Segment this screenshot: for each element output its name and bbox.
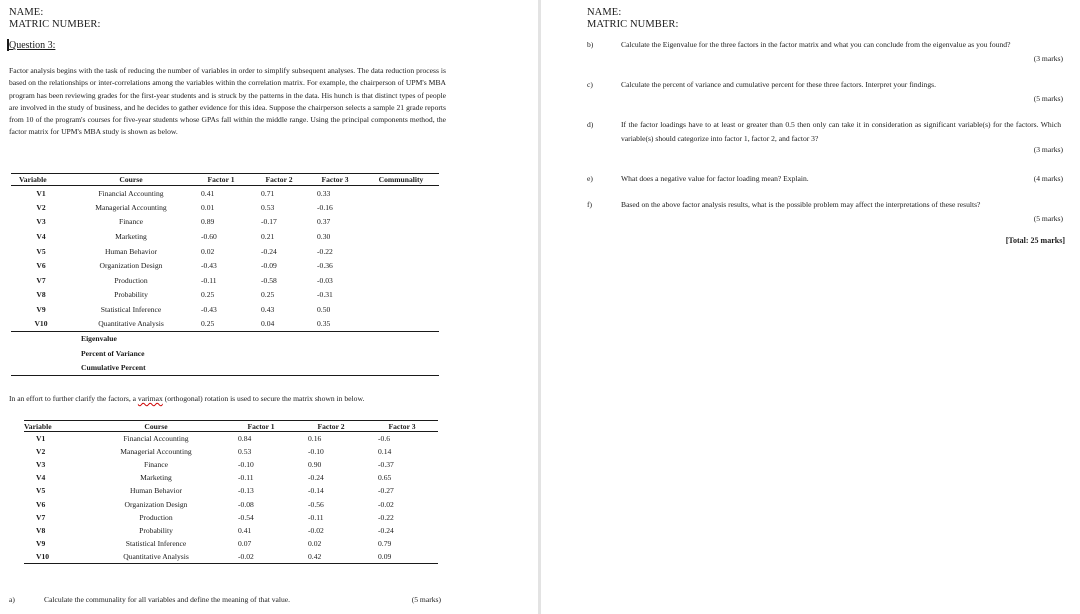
rotation-text-before: In an effort to further clarify the factors, a xyxy=(9,394,138,403)
table-cell: V10 xyxy=(34,319,48,329)
total-marks: [Total: 25 marks] xyxy=(1005,236,1065,245)
table-cell: -0.11 xyxy=(201,275,217,285)
table-cell: -0.43 xyxy=(201,305,217,315)
table-cell: V9 xyxy=(36,539,46,549)
table-cell xyxy=(11,346,71,361)
table-cell: -0.22 xyxy=(317,246,333,256)
table-cell: V2 xyxy=(36,446,46,456)
table-cell xyxy=(363,215,439,230)
table-cell: -0.10 xyxy=(238,459,254,469)
subquestion-text: If the factor loadings have to at least or greater than 0.5 then only can take it in consideration as significant variable(s) for the factors. Which variable(s) should categorize into factor 1, factor 2, and factor 3? xyxy=(621,120,1061,143)
table-cell: Quantitative Analysis xyxy=(86,550,226,563)
table-cell: 0.53 xyxy=(238,446,252,456)
table-row xyxy=(11,317,439,332)
table-cell: V2 xyxy=(36,202,46,212)
table-cell: -0.36 xyxy=(317,261,333,271)
table-cell: -0.6 xyxy=(378,433,391,443)
table-cell: 0.04 xyxy=(261,319,275,329)
table-cell xyxy=(363,302,439,317)
table-cell xyxy=(363,258,439,273)
subquestion-label: b) xyxy=(587,40,594,49)
table-cell xyxy=(363,186,439,201)
col-header: Variable xyxy=(24,421,86,432)
table-cell: Probability xyxy=(114,290,148,300)
table-cell: Finance xyxy=(118,217,144,227)
subquestion-marks: (3 marks) xyxy=(1033,145,1063,154)
table-cell: V6 xyxy=(36,261,46,271)
table-cell: Human Behavior xyxy=(129,486,183,496)
table-cell: V3 xyxy=(36,217,46,227)
subquestion-label: a) xyxy=(9,595,15,604)
table-row xyxy=(24,497,438,510)
table-cell: 0.14 xyxy=(378,446,392,456)
table-row xyxy=(11,273,439,288)
subquestion-marks: (5 marks) xyxy=(411,595,441,604)
subquestion-c xyxy=(587,78,1065,108)
table-cell: Financial Accounting xyxy=(123,433,189,443)
table-cell: 0.90 xyxy=(308,459,322,469)
table-cell: -0.03 xyxy=(317,275,333,285)
table-cell: 0.02 xyxy=(308,539,322,549)
table-cell: Organization Design xyxy=(99,261,163,271)
matric-label: MATRIC NUMBER: xyxy=(587,19,679,30)
matric-label: MATRIC NUMBER: xyxy=(9,19,101,30)
subquestion-marks: (3 marks) xyxy=(1033,54,1063,63)
table-cell: -0.11 xyxy=(238,473,254,483)
table-cell: Marketing xyxy=(115,232,147,242)
table-cell xyxy=(363,229,439,244)
table-cell: V8 xyxy=(36,525,46,535)
table-cell: 0.30 xyxy=(317,232,331,242)
right-page xyxy=(541,0,1080,614)
footer-label: Cumulative Percent xyxy=(71,361,439,376)
table-cell: -0.13 xyxy=(238,486,254,496)
table-cell: V4 xyxy=(36,473,46,483)
table-cell: 0.21 xyxy=(261,232,275,242)
col-header: Factor 2 xyxy=(296,421,366,432)
subquestion-label: e) xyxy=(587,174,593,183)
table-cell: 0.35 xyxy=(317,319,331,329)
table-cell: V10 xyxy=(24,550,86,563)
table-cell: V7 xyxy=(36,275,46,285)
table-cell: Marketing xyxy=(140,473,172,483)
table-cell: V5 xyxy=(36,246,46,256)
table-row xyxy=(11,215,439,230)
table-cell: -0.11 xyxy=(308,512,324,522)
subquestion-label: c) xyxy=(587,80,593,89)
table-cell: Production xyxy=(139,512,173,522)
table-cell: -0.17 xyxy=(261,217,277,227)
table-cell: Statistical Inference xyxy=(125,539,187,549)
left-page xyxy=(0,0,538,614)
footer-label: Percent of Variance xyxy=(81,348,145,358)
subquestion-text: Calculate the percent of variance and cumulative percent for these three factors. Interpret your findings. xyxy=(621,80,936,89)
question-title: Question 3: xyxy=(9,40,56,51)
col-header: Course xyxy=(71,174,191,186)
table-cell: -0.60 xyxy=(201,232,217,242)
footer-label: Eigenvalue xyxy=(71,331,439,346)
table-cell: Probability xyxy=(139,525,173,535)
table-row xyxy=(24,550,438,563)
table-cell: -0.10 xyxy=(308,446,324,456)
table-row xyxy=(11,186,439,201)
table-cell: -0.24 xyxy=(378,525,394,535)
table-cell: -0.16 xyxy=(317,202,333,212)
subquestion-text: Calculate the Eigenvalue for the three factors in the factor matrix and what you can conclude from the eigenvalue as you found? xyxy=(621,40,1011,49)
table-row xyxy=(24,511,438,524)
col-header: Factor 3 xyxy=(307,174,363,186)
table-cell: 0.65 xyxy=(378,473,392,483)
table-cell: 0.41 xyxy=(238,525,252,535)
table-cell: Managerial Accounting xyxy=(120,446,192,456)
table-cell: -0.24 xyxy=(261,246,277,256)
table-cell: V8 xyxy=(36,290,46,300)
table-cell: -0.58 xyxy=(261,275,277,285)
col-header: Factor 1 xyxy=(191,174,251,186)
table-cell xyxy=(363,200,439,215)
col-header: Factor 3 xyxy=(366,421,438,432)
table-cell: V7 xyxy=(36,512,46,522)
table-footer-row xyxy=(11,361,439,376)
table-row xyxy=(24,524,438,537)
table-cell: -0.14 xyxy=(308,486,324,496)
col-header: Factor 1 xyxy=(226,421,296,432)
table-cell: -0.56 xyxy=(308,499,324,509)
table-cell: 0.41 xyxy=(201,188,215,198)
table-cell: 0.42 xyxy=(296,550,366,563)
table-cell: 0.84 xyxy=(238,433,252,443)
table-cell: Quantitative Analysis xyxy=(98,319,164,329)
table-cell: 0.25 xyxy=(201,290,215,300)
subquestion-marks: (5 marks) xyxy=(1033,94,1063,103)
table-cell: Production xyxy=(114,275,148,285)
table-cell: 0.02 xyxy=(201,246,215,256)
subquestion-text: Based on the above factor analysis results, what is the possible problem may affect the interpretations of these results? xyxy=(621,200,981,209)
subquestion-marks: (4 marks) xyxy=(1033,174,1063,183)
col-header: Factor 2 xyxy=(251,174,307,186)
table-cell: -0.24 xyxy=(308,473,324,483)
table-row xyxy=(24,445,438,458)
subquestion-label: f) xyxy=(587,200,593,209)
table-footer-row xyxy=(11,346,439,361)
subquestion-label: d) xyxy=(587,120,594,129)
table-cell: 0.33 xyxy=(317,188,331,198)
table-cell: -0.31 xyxy=(317,290,333,300)
table-cell: 0.71 xyxy=(261,188,275,198)
col-header: Course xyxy=(86,421,226,432)
factor-matrix-table xyxy=(11,173,439,376)
table-cell xyxy=(11,331,71,346)
rotation-paragraph xyxy=(9,393,446,405)
table-cell: V1 xyxy=(36,433,46,443)
table-cell: 0.89 xyxy=(201,217,215,227)
table-row xyxy=(24,471,438,484)
table-row xyxy=(11,302,439,317)
table-row xyxy=(11,258,439,273)
subquestion-d xyxy=(587,118,1065,162)
table-row xyxy=(11,229,439,244)
table-footer-row xyxy=(11,331,439,346)
table-row xyxy=(24,537,438,550)
table-cell: -0.02 xyxy=(226,550,296,563)
table-cell: 0.25 xyxy=(201,319,215,329)
subquestion-f xyxy=(587,198,1065,228)
table-cell: 0.07 xyxy=(238,539,252,549)
table-row xyxy=(11,244,439,259)
table-cell: -0.02 xyxy=(308,525,324,535)
table-header-row xyxy=(11,174,439,186)
col-header: Communality xyxy=(363,174,439,186)
table-cell: 0.37 xyxy=(317,217,331,227)
rotated-matrix-table xyxy=(24,420,438,564)
table-cell: -0.08 xyxy=(238,499,254,509)
name-label: NAME: xyxy=(9,7,44,18)
table-cell: V5 xyxy=(36,486,46,496)
table-cell: -0.02 xyxy=(378,499,394,509)
table-cell: V1 xyxy=(36,188,46,198)
table-cell: 0.43 xyxy=(261,305,275,315)
table-cell: 0.25 xyxy=(261,290,275,300)
table-cell: -0.22 xyxy=(378,512,394,522)
table-cell xyxy=(11,361,71,376)
col-header: Variable xyxy=(11,174,71,186)
table-row xyxy=(24,432,438,445)
table-row xyxy=(11,200,439,215)
rotation-text-after: (orthogonal) rotation is used to secure the matrix shown in below. xyxy=(162,394,365,403)
table-cell: -0.27 xyxy=(378,486,394,496)
varimax-word: varimax xyxy=(137,394,163,403)
table-cell xyxy=(363,244,439,259)
subquestion-text: What does a negative value for factor loading mean? Explain. xyxy=(621,174,809,183)
table-cell: Financial Accounting xyxy=(98,188,164,198)
table-cell: -0.37 xyxy=(378,459,394,469)
table-row xyxy=(24,484,438,497)
table-cell: Managerial Accounting xyxy=(95,202,167,212)
table-cell: 0.79 xyxy=(378,539,392,549)
question-paragraph: Factor analysis begins with the task of reducing the number of variables in order to simplify subsequent analyses. The data reduction process is based on the relationships or inter-correlations among the variables within the correlation matrix. For example, the chairperson of UPM's MBA program has been reviewing grades for the first-year students and is struck by the patterns in the data. His hunch is that distinct types of people are involved in the study of business, and he decides to gather evidence for this idea. Suppose the chairperson selects a sample 21 grade reports from 10 of the program's courses for five-year students whose GPAs fall within the middle range. Using the principal components method, the factor matrix for UPM's MBA study is shown as below. xyxy=(9,66,446,137)
table-cell: 0.01 xyxy=(201,202,215,212)
table-cell: 0.53 xyxy=(261,202,275,212)
table-cell: V3 xyxy=(36,459,46,469)
subquestion-text: Calculate the communality for all variables and define the meaning of that value. xyxy=(44,595,291,604)
table-row xyxy=(11,288,439,303)
table-cell xyxy=(363,288,439,303)
table-cell: -0.09 xyxy=(261,261,277,271)
table-cell: Organization Design xyxy=(124,499,188,509)
table-cell: 0.16 xyxy=(308,433,322,443)
table-row xyxy=(24,458,438,471)
table-cell: 0.09 xyxy=(366,550,438,563)
table-cell: Statistical Inference xyxy=(100,305,162,315)
table-cell: -0.54 xyxy=(238,512,254,522)
table-cell: Human Behavior xyxy=(104,246,158,256)
table-cell: V6 xyxy=(36,499,46,509)
table-cell: -0.43 xyxy=(201,261,217,271)
name-label: NAME: xyxy=(587,7,622,18)
table-header-row xyxy=(24,421,438,432)
table-cell: V4 xyxy=(36,232,46,242)
table-cell: V9 xyxy=(36,305,46,315)
subquestion-marks: (5 marks) xyxy=(1033,214,1063,223)
subquestion-b xyxy=(587,38,1065,68)
subquestion-e xyxy=(587,172,1065,188)
table-cell xyxy=(363,273,439,288)
table-cell: 0.50 xyxy=(317,305,331,315)
table-cell: Finance xyxy=(143,459,169,469)
table-cell xyxy=(363,317,439,332)
